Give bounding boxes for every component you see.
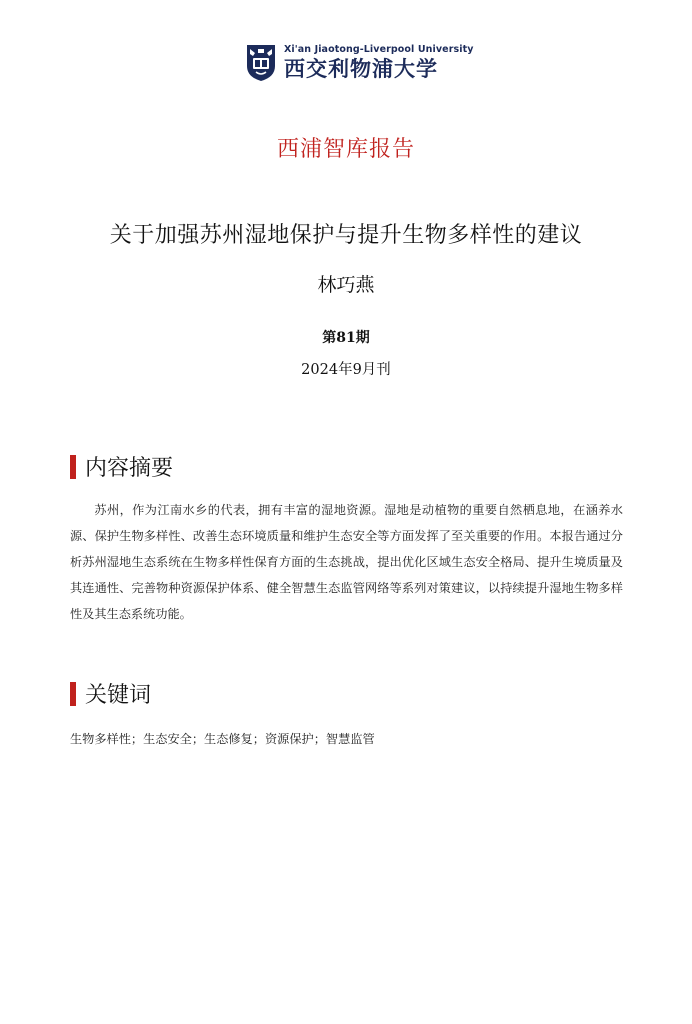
keywords-heading [70, 678, 151, 709]
abstract-heading [70, 451, 173, 482]
keywords-text: 生物多样性；生态安全；生态修复；资源保护；智慧监管 [70, 732, 375, 746]
keywords-heading-text: 关键词 [85, 683, 152, 708]
university-name-en: Xi'an Jiaotong-Liverpool University [284, 44, 474, 55]
university-name-cn: 西交利物浦大学 [284, 56, 438, 81]
abstract-text: 苏州，作为江南水乡的代表，拥有丰富的湿地资源。湿地是动植物的重要自然栖息地，在涵养水源、保护生物多样性、改善生态环境质量和维护生态安全等方面发挥了至关重要的作用。本报告通过分析苏州湿地生态系统在生物多样性保育方面的生态挑战，提出优化区域生态安全格局、提升生境质量及其连通性、完善物种资源保护体系、健全智慧生态监管网络等系列对策建议，以持续提升湿地生物多样性及其生态系统功能。 [70, 503, 623, 621]
abstract-heading-text: 内容摘要 [85, 456, 174, 481]
university-shield-icon [246, 44, 276, 82]
report-title: 关于加强苏州湿地保护与提升生物多样性的建议 [109, 223, 583, 248]
report-date: 2024年9月刊 [301, 362, 391, 378]
section-marker [70, 455, 76, 479]
section-marker [70, 682, 76, 706]
report-author: 林巧燕 [317, 274, 375, 296]
report-issue: 第81期 [322, 330, 370, 346]
report-series-title: 西浦智库报告 [276, 137, 415, 162]
university-logo [246, 44, 474, 82]
